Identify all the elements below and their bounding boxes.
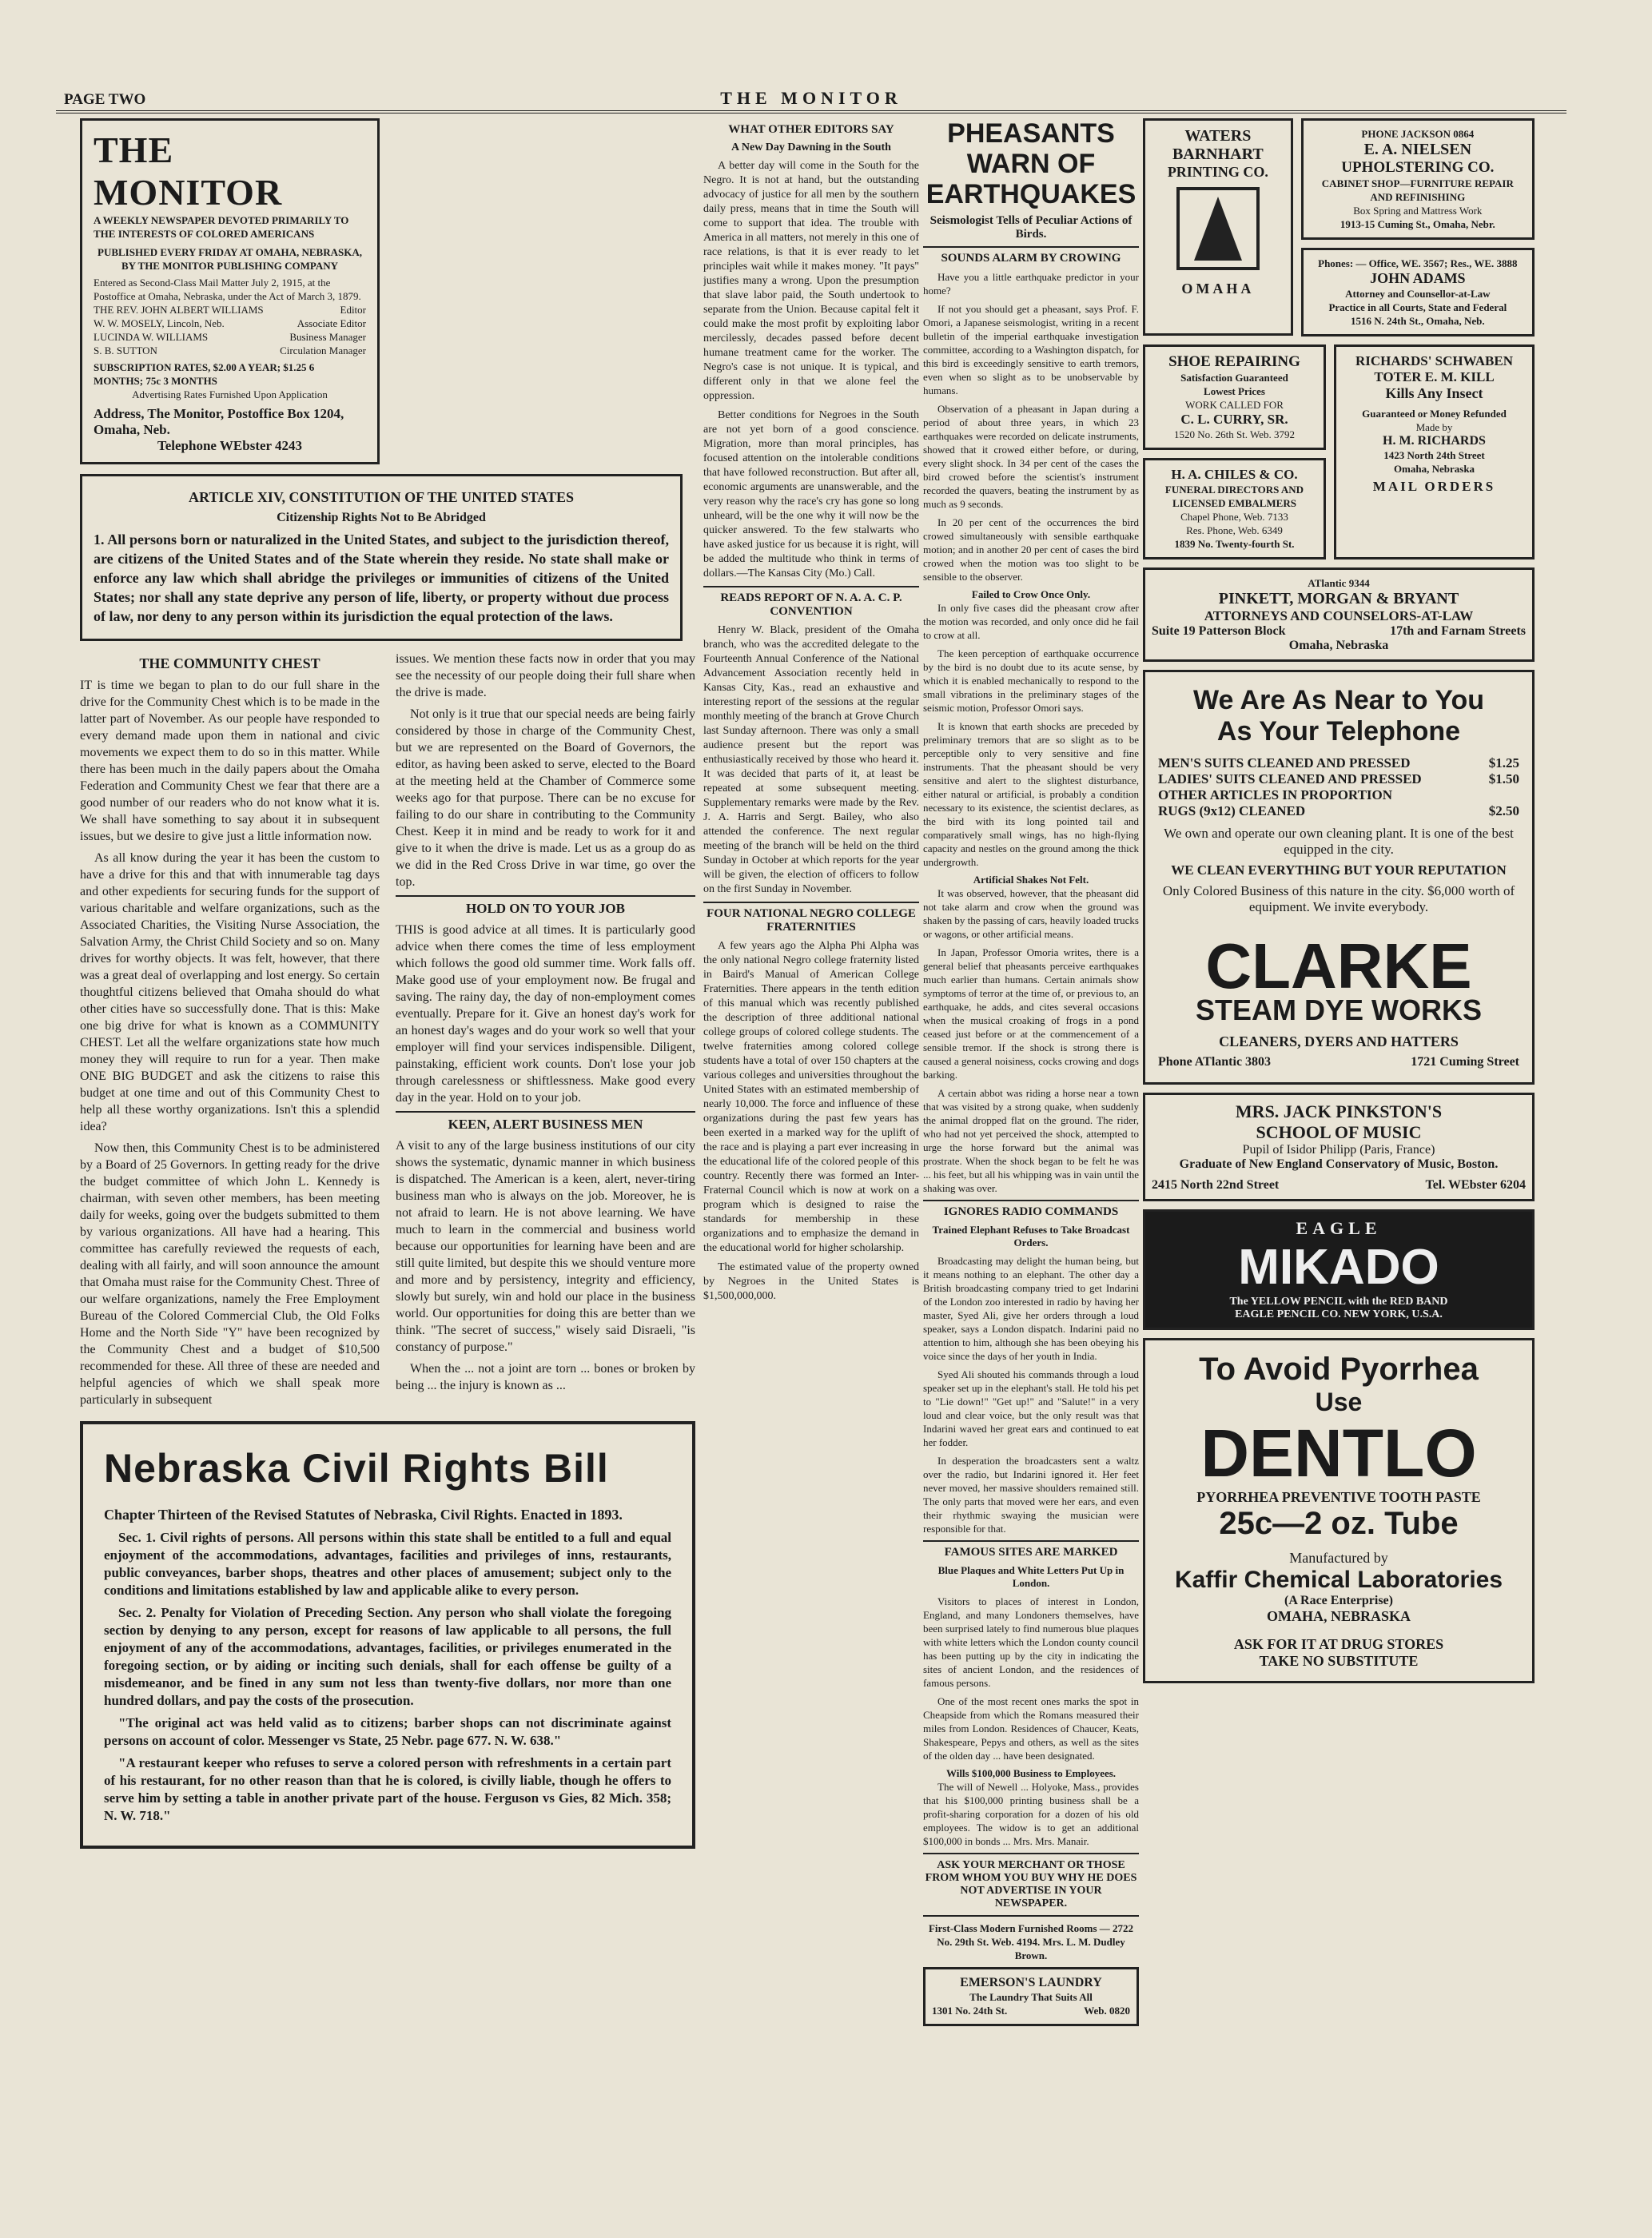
- emerson-address: 1301 No. 24th St.: [932, 2005, 1008, 2017]
- adams-address: 1516 N. 24th St., Omaha, Neb.: [1351, 315, 1485, 327]
- price-value: $1.25: [1488, 755, 1519, 771]
- emerson-name: EMERSON'S LAUNDRY: [960, 1976, 1102, 1989]
- clarke-tagline: CLEANERS, DYERS AND HATTERS: [1219, 1033, 1459, 1049]
- mikado-maker: EAGLE PENCIL CO. NEW YORK, U.S.A.: [1235, 1308, 1443, 1320]
- pinkston-name1: MRS. JACK PINKSTON'S: [1235, 1101, 1443, 1121]
- mikado-line1: The YELLOW PENCIL with the RED BAND: [1229, 1296, 1448, 1308]
- keen-alert-p1: A visit to any of the large business institutions of our city shows the systematic, dynamic manner in which business is dispatched. The American is a keen, alert, never-tiring business man who is always on the job. Moreover, he is not afraid to learn. He is not above learning. We have much to learn in the commercial and business world because our opportunities for learning have been and are still quite limited, but despite this we should venture more and more and by persistency, integrity and efficiency, slowly but surely, win and hold our place in the business world. Our opportunities for doing this are better than we think. "The secret of success," wisely said Disraeli, "is constancy of purpose.": [396, 1139, 695, 1354]
- pinkett-name: PINKETT, MORGAN & BRYANT: [1218, 590, 1459, 607]
- dentlo-city: OMAHA, NEBRASKA: [1266, 1608, 1411, 1624]
- dentlo-ad: [1143, 1338, 1535, 1683]
- staff-row-2: [94, 330, 366, 344]
- radio-p2: Syed Ali shouted his commands through a loud speaker set up in the elephant's stall. He told his pet to "Lie down!" "Get up!" and "Salute!" in a very loud and clear voice, but the only result was that Indarini waved her great ears and continued to eat her fodder.: [923, 1368, 1139, 1448]
- article-fourteen-box: [80, 474, 683, 641]
- shoe-name: C. L. CURRY, SR.: [1180, 412, 1288, 427]
- civil-rights-sec2: Sec. 2. Penalty for Violation of Preceding Section. Any person who shall violate the foregoing section by denying to any person, except for reasons of law applicable to all persons, the full enjoyment of any of the accommodations, advantages, facilities, or privileges enumerated in the foregoing section, or by aiding or inciting such denials, shall for each offense be guilty of a misdemeanor, and be fined in any sum not less than twenty-five dollars, nor more than one hundred dollars, and pay the costs of the prosecution.: [104, 1605, 671, 1708]
- adams-line1: Attorney and Counsellor-at-Law: [1345, 288, 1491, 300]
- chiles-address: 1839 No. Twenty-fourth St.: [1174, 538, 1295, 550]
- pheasants-p3: Observation of a pheasant in Japan during a period of about three years, in which 23 earthquakes were recorded on delicate instruments, showed that it crowed either before, or during, every slight shock. In 34 per cent of the cases the bird crowed before the scientist's instrument recorded the quavers, beating the instrument by as much as 9 seconds.: [923, 403, 1139, 510]
- fraternities-p2-2: The estimated value of the property owned by Negroes in the United States is $1,500,000,000.: [703, 1261, 919, 1302]
- community-chest-p2: As all know during the year it has been the custom to have a drive for this and that with innumerable tag days and other expedients for securing funds for the support of various charitable and welfare organizations, such as the Associated Charities, the Visiting Nurse Association, the Salvation Army, the Christ Child Society and so on. Many drives for worthy objects. It was felt, however, that there was a great deal of overlapping and lost energy. So certain thoughtful citizens believed that Omaha should do what other cities have so successfully done. That is this: Make one big drive for what is known as a COMMUNITY CHEST. Let all the welfare organizations state how much money they will require to run for a year. Then make ONE BIG BUDGET and ask the citizens to raise this budget at one time and out of this Community Chest to help all these worthy organizations. Isn't this a splendid idea?: [80, 851, 380, 1133]
- pinkett-right: 17th and Farnam Streets: [1390, 624, 1526, 638]
- price-value: $2.50: [1488, 803, 1519, 818]
- chiles-line1: FUNERAL DIRECTORS AND: [1164, 484, 1304, 496]
- dentlo-line1: PYORRHEA PREVENTIVE TOOTH PASTE: [1196, 1489, 1481, 1505]
- pheasants-title: PHEASANTS WARN OF EARTHQUAKES: [926, 118, 1136, 209]
- pheasants-failed-head: Failed to Crow Once Only.: [971, 588, 1091, 600]
- waters-line1: WATERS: [1184, 127, 1252, 145]
- pinkston-address: 2415 North 22nd Street: [1152, 1178, 1280, 1192]
- dentlo-made: Manufactured by: [1289, 1550, 1388, 1566]
- community-chest-p5: Not only is it true that our special needs are being fairly considered by those in charge of the Community Chest, but we are represented on the Board of Governors, the editor, as having been asked to serve, elected to the Board at the meeting held at the Chamber of Commerce some weeks ago for that purpose. There can be no excuse for failing to do our share in contributing to the Community Chest. Keep it in mind and be ready to work for it and give to it when the drive is made. Let us as a group do as we did in the Red Cross Drive in war time, go over the top.: [396, 707, 695, 889]
- masthead-address: Address, The Monitor, Postoffice Box 1204, Omaha, Neb.: [94, 406, 344, 437]
- pheasants-p1: Have you a little earthquake predictor in your home?: [923, 271, 1139, 297]
- staff-name: W. W. MOSELY, Lincoln, Neb.: [94, 317, 225, 329]
- pheasants-p10: A certain abbot was riding a horse near a town that was visited by a strong quake, when suddenly the animal dropped flat on the ground. The rider, who had not yet perceived the shock, attempted to urge the horse forward but the animal was prostrate. When the shock began to be felt he was ... his feet, but all his whipping was in vain until the shaking was over.: [923, 1087, 1139, 1194]
- pheasants-p5: In only five cases did the pheasant crow after the motion was recorded, and only once did he fail to crow at all.: [923, 602, 1139, 641]
- shoe-repair-ad: [1143, 344, 1326, 450]
- chiles-name: H. A. CHILES & CO.: [1171, 467, 1298, 482]
- naacp-body-2: Henry W. Black, president of the Omaha branch, who was the accredited delegate to the Fourteenth Annual Conference of the National Advancement Association recently held in Kansas City, Kas., read an exhaustive and interesting report of the sessions at the regular monthly meeting of the branch at Grove Church last Sunday afternoon. There was only a small audience present but the report was enthusiastically received by those who heard it. It was decided that parts of it, at least be repeated at some subsequent meeting. Supplementary remarks were made by the Rev. J. A. Harris and Sergt. Bailey, who also attended the conference. The next regular meeting of the branch will be held on the third Sunday in October at which reports for the year will be given, the election of officers to follow on the first Sunday in November.: [703, 624, 919, 895]
- price-row: [1158, 755, 1519, 771]
- radio-title: IGNORES RADIO COMMANDS: [923, 1200, 1139, 1219]
- nielsen-name: E. A. NIELSEN: [1363, 141, 1472, 158]
- waters-line2: BARNHART: [1172, 145, 1264, 163]
- pinkston-name2: SCHOOL OF MUSIC: [1256, 1122, 1422, 1142]
- clarke-contact-row: [1158, 1055, 1519, 1069]
- chiles-line3: Chapel Phone, Web. 7133: [1180, 511, 1288, 523]
- pheasants-column: [923, 118, 1139, 2236]
- richards-line1: RICHARDS' SCHWABEN: [1355, 353, 1513, 368]
- shoe-address: 1520 No. 26th St. Web. 3792: [1173, 428, 1296, 440]
- price-item: OTHER ARTICLES IN PROPORTION: [1158, 787, 1393, 802]
- dentlo-price: 25c—2 oz. Tube: [1219, 1506, 1459, 1541]
- nielsen-business: UPHOLSTERING CO.: [1341, 159, 1495, 176]
- editorial-right-column: [396, 651, 695, 1413]
- famous-sites-p3: The will of Newell ... Holyoke, Mass., provides that his $100,000 printing business shall be a profit-sharing corporation for a dozen of his old employees. The widow is to get an additional $100,000 in bonds ... Mrs. Mrs. Manair.: [923, 1781, 1139, 1847]
- pheasants-p8: It was observed, however, that the pheasant did not take alarm and crow when the ground was shaken by the passing of cars, heavily loaded trucks or wagons, or other artificial means.: [923, 887, 1139, 940]
- price-item: RUGS (9x12) CLEANED: [1158, 803, 1306, 818]
- nielsen-phone: PHONE JACKSON 0864: [1361, 128, 1475, 140]
- left-block: [80, 118, 695, 1849]
- shoe-line3: WORK CALLED FOR: [1185, 399, 1284, 411]
- pinkston-line2: Graduate of New England Conservatory of Music, Boston.: [1179, 1157, 1499, 1171]
- advertising-rates: Advertising Rates Furnished Upon Application: [132, 388, 328, 400]
- pinkett-phone: ATlantic 9344: [1308, 577, 1370, 589]
- staff-role: Editor: [340, 304, 366, 316]
- pinkston-phone: Tel. WEbster 6204: [1425, 1178, 1526, 1192]
- editors-say-p1-2: A better day will come in the South for the Negro. It is not at hand, but the outstanding advocacy of justice for all men by the southern daily press, means that in time the South will come to support that idea. The trouble with America in all matters, not merely in this one of race relations, is that it is ever ready to let principles wait while it makes money. "It pays" justifies many a wrong. Upon the presumption that slave labor paid, the South undertook to separate from the Union. Because capital felt it could make the most profit by exploiting labor mercilessly, decades passed before decent humane treatment came for the worker. The Negro's case is not unique. It is typical, and different only in that we alone feel the oppression.: [703, 160, 919, 402]
- ads-column: [1143, 118, 1535, 1691]
- shoe-title: SHOE REPAIRING: [1168, 353, 1300, 370]
- article-fourteen-subtitle: Citizenship Rights Not to Be Abridged: [277, 511, 486, 524]
- ads-top-right: [1301, 118, 1535, 344]
- famous-sites-p1: Visitors to places of interest in London, England, and many Londoners themselves, have been surprised lately to find numerous blue plaques with white letters which the London county council has been putting up by the city in indicating the sites of ancient London, and the residences of famous persons.: [923, 1595, 1139, 1689]
- waters-city: OMAHA: [1181, 281, 1255, 297]
- pinkett-ad: [1143, 567, 1535, 662]
- shoe-line1: Satisfaction Guaranteed: [1180, 372, 1288, 384]
- staff-role: Circulation Manager: [280, 344, 366, 356]
- nielsen-ad: [1301, 118, 1535, 240]
- masthead-published: PUBLISHED EVERY FRIDAY AT OMAHA, NEBRASKA, BY THE MONITOR PUBLISHING COMPANY: [98, 246, 362, 272]
- richards-name: H. M. RICHARDS: [1383, 434, 1486, 448]
- dentlo-footer1: ASK FOR IT AT DRUG STORES: [1233, 1636, 1444, 1652]
- pheasants-subhead: SOUNDS ALARM BY CROWING: [923, 246, 1139, 265]
- civil-rights-intro: Chapter Thirteen of the Revised Statutes of Nebraska, Civil Rights. Enacted in 1893.: [104, 1507, 623, 1523]
- community-chest-p4: issues. We mention these facts now in order that you may see the necessity of our people doing their full share when the drive is made.: [396, 652, 695, 699]
- editors-say-title-2: WHAT OTHER EDITORS SAY: [728, 123, 894, 136]
- waters-barnhart-ad: [1143, 118, 1293, 336]
- famous-sites-subtitle: Blue Plaques and White Letters Put Up in London.: [937, 1564, 1125, 1589]
- price-row: [1158, 803, 1519, 819]
- staff-name: S. B. SUTTON: [94, 344, 157, 356]
- price-item: MEN'S SUITS CLEANED AND PRESSED: [1158, 755, 1411, 771]
- pheasants-p6: The keen perception of earthquake occurrence by the bird is no doubt due to its acute sense, by which it is enabled mechanically to respond to the small vibrations in the preliminary stages of the seismic motion, Professor Omori says.: [923, 647, 1139, 714]
- article-fourteen-title: ARTICLE XIV, CONSTITUTION OF THE UNITED STATES: [188, 489, 574, 505]
- pheasants-p9: In Japan, Professor Omoria writes, there is a general belief that pheasants perceive earthquakes much earlier than humans. Certain animals show symptoms of terror at the time of, or previous to, an earthquake, he adds, and cites several occasions when the musical croaking of frogs in a pond ceased just before or at the commencement of a sensible tremor. If the shock is strong there is caused a general noisiness, cocks crowing and dogs barking.: [923, 946, 1139, 1081]
- adams-phones: Phones: — Office, WE. 3567; Res., WE. 3888: [1318, 257, 1518, 269]
- chiles-ad: [1143, 458, 1326, 560]
- ads-second-row: [1143, 344, 1535, 567]
- chiles-line4: Res. Phone, Web. 6349: [1186, 524, 1283, 536]
- printing-press-icon: [1170, 181, 1266, 277]
- hold-job-body: THIS is good advice at all times. It is particularly good advice when there comes the time of less employment which follows the good old summer time. Work falls off. Make good use of your employment now. Be frugal and saving. The rainy day, the day of non-employment comes eventually. Prepare for it. Give an honest day's work for an honest day's wages and do your work so well that your employer will find your services indispensible. Diligent, painstaking, efficient work counts. Don't lose your job through carelessness or shiftlessness. Make good every day in the year. Hold on to your job.: [396, 923, 695, 1105]
- community-chest-title: THE COMMUNITY CHEST: [139, 655, 320, 671]
- mikado-name: MIKADO: [1238, 1240, 1439, 1295]
- pheasants-subtitle: Seismologist Tells of Peculiar Actions of Birds.: [929, 214, 1133, 241]
- left-two-columns: [80, 118, 695, 474]
- community-chest-column: [80, 651, 380, 1413]
- keen-alert-p2: When the ... not a joint are torn ... bones or broken by being ... the injury is known as ...: [396, 1362, 695, 1392]
- staff-role: Associate Editor: [297, 317, 366, 329]
- pinkett-address-row: [1152, 624, 1526, 639]
- clarke-heading1: We Are As Near to You: [1192, 685, 1485, 715]
- pinkett-line1: ATTORNEYS AND COUNSELORS-AT-LAW: [1204, 608, 1474, 623]
- paper-name: THE MONITOR: [720, 88, 902, 108]
- masthead-telephone: Telephone WEbster 4243: [157, 438, 303, 453]
- clarke-address: 1721 Cuming Street: [1411, 1055, 1519, 1069]
- masthead: [80, 118, 380, 464]
- richards-ad: [1334, 344, 1535, 560]
- adams-ad: [1301, 248, 1535, 336]
- pinkston-contact-row: [1152, 1178, 1526, 1193]
- pheasants-p2: If not you should get a pheasant, says Prof. F. Omori, a Japanese seismologist, writing in a recent bulletin of the imperial earthquake investigation committee, according to a Washington dispatch, for this bird is exceedingly sensitive to earth tremors, even when so slight as to be unobservable by humans.: [923, 303, 1139, 396]
- staff-role: Business Manager: [289, 331, 366, 343]
- dentlo-head2: Use: [1315, 1388, 1363, 1416]
- price-row: [1158, 771, 1519, 787]
- nielsen-line1: CABINET SHOP—FURNITURE REPAIR AND REFINISHING: [1321, 177, 1514, 203]
- community-chest-p3: Now then, this Community Chest is to be administered by a Board of 25 Governors. In getting ready for the drive the budget committee of which John L. Kennedy is chairman, with seven other members, has been meeting daily for weeks, going over the budgets submitted to them by various organizations. All have had a hearing. This committee has carefully reviewed the requests of each, dealing with all fairly, and will soon announce the amount that Omaha must raise for the Community Chest. Three of our welfare organizations, namely the Free Employment Bureau of the Colored Commercial Club, the Old Folks Home and the North Side "Y" have been recognized by the Community Chest and a budget of $10,500 recommended for these. All three of these are needed and helpful agencies of which we shall speak more particularly in subsequent: [80, 1141, 380, 1407]
- staff-row-3: [94, 344, 366, 357]
- adams-name: JOHN ADAMS: [1370, 270, 1466, 286]
- pinkston-ad: [1143, 1093, 1535, 1201]
- masthead-tagline: A WEEKLY NEWSPAPER DEVOTED PRIMARILY TO THE INTERESTS OF COLORED AMERICANS: [94, 214, 349, 240]
- clarke-name: CLARKE: [1205, 930, 1472, 1002]
- famous-sites-p2: One of the most recent ones marks the spot in Cheapside from which the Romans measured their miles from London. Residences of Chaucer, Keats, Shakespeare, Pepys and others, as well as the sites of the olden day ... have been designated.: [923, 1695, 1139, 1762]
- left-column-b: [396, 118, 695, 474]
- richards-city: Omaha, Nebraska: [1393, 463, 1475, 475]
- civil-rights-sec1: Sec. 1. Civil rights of persons. All persons within this state shall be entitled to a full and equal enjoyment of the accommodations, advantages, facilities and privileges of inns, restaurants, public conveyances, barber shops, theatres and other places of amusement; subject only to the conditions and limitations established by law and applicable alike to every person.: [104, 1530, 671, 1598]
- keen-alert-title: KEEN, ALERT BUSINESS MEN: [396, 1111, 695, 1133]
- editors-say-subtitle-2: A New Day Dawning in the South: [731, 141, 891, 153]
- pinkett-city: Omaha, Nebraska: [1288, 639, 1389, 652]
- staff-name: THE REV. JOHN ALBERT WILLIAMS: [94, 304, 264, 316]
- dentlo-head1: To Avoid Pyorrhea: [1199, 1352, 1479, 1387]
- pheasants-p4: In 20 per cent of the occurrences the bird crowed simultaneously with sensible earthquake motion; and in another 20 per cent of cases the bird crowed when the motion was too slight to be sensible to the observer.: [923, 516, 1139, 583]
- emerson-phone: Web. 0820: [1084, 2005, 1130, 2017]
- nielsen-address: 1913-15 Cuming St., Omaha, Nebr.: [1340, 218, 1495, 230]
- civil-rights-quote1: "The original act was held valid as to citizens; barber shops can not discriminate against persons on account of color. Messenger vs State, 25 Nebr. page 677. N. W. 638.": [104, 1715, 671, 1748]
- clarke-heading2: As Your Telephone: [1216, 716, 1461, 747]
- pinkett-left: Suite 19 Patterson Block: [1152, 624, 1286, 638]
- emerson-ad: [923, 1967, 1139, 2026]
- clarke-business: STEAM DYE WORKS: [1195, 994, 1482, 1026]
- staff-name: LUCINDA W. WILLIAMS: [94, 331, 209, 343]
- subscription-rates: SUBSCRIPTION RATES, $2.00 A YEAR; $1.25 6 MONTHS; 75c 3 MONTHS: [94, 361, 315, 387]
- ads-second-left: [1143, 344, 1326, 567]
- waters-line3: PRINTING CO.: [1167, 164, 1268, 180]
- fraternities-p1-2: A few years ago the Alpha Phi Alpha was the only national Negro college fraternity listed in Baird's Manual of American College Fraternities. There appears in the tenth edition of this manual which was recently published the description of three additional national college groups of colored college students. The twelve fraternities among colored college students have a total of over 150 chapters at the various colleges and universities throughout the United States with an estimated membership of nearly 10,000. The force and influence of these organizations during the past few years has been exerted in a marked way for the uplift of the race and is playing a part ever increasing in the educational life of the colored people of this country. Recently there was formed an Inter-Fraternal Council which is now at work on a program which is designed to raise the standards for membership in these organizations and to emphasize the demand in the educational world for higher scholarship.: [703, 940, 919, 1254]
- adams-line2: Practice in all Courts, State and Federal: [1328, 301, 1507, 313]
- pheasants-p7: It is known that earth shocks are preceded by preliminary tremors that are so slight as to be perceptible only to very sensitive and fine instruments. That the pheasant should be very sensitive and alert to the slightest disturbance, either natural or artificial, is probably a condition necessary to its existence, the scientist declares, as the bird with its long pointed tail and comparatively small wings, has no high-flying capacity and nestles on the ground among the thick undergrowth.: [923, 720, 1139, 868]
- fraternities-title-2: FOUR NATIONAL NEGRO COLLEGE FRATERNITIES: [703, 902, 919, 934]
- page-header: [56, 86, 1566, 113]
- richards-line4: Guaranteed or Money Refunded: [1362, 408, 1507, 420]
- hold-job-title: HOLD ON TO YOUR JOB: [396, 895, 695, 917]
- famous-sites-wills-head: Wills $100,000 Business to Employees.: [945, 1767, 1117, 1779]
- price-value: $1.50: [1488, 771, 1519, 786]
- richards-footer: MAIL ORDERS: [1372, 479, 1496, 494]
- civil-rights-title: Nebraska Civil Rights Bill: [104, 1446, 609, 1491]
- civil-rights-quote2: "A restaurant keeper who refuses to serve a colored person with refreshments in a certain part of his restaurant, for no other reason than that he is colored, is civilly liable, though he offers to serve him by setting a table in another private part of the house. Ferguson vs Gies, 82 Mich. 358; N. W. 718.": [104, 1755, 671, 1823]
- dentlo-footer2: TAKE NO SUBSTITUTE: [1259, 1653, 1419, 1669]
- mikado-top: EAGLE: [1296, 1218, 1382, 1238]
- left-column-a: [80, 118, 380, 474]
- shoe-line2: Lowest Prices: [1204, 385, 1265, 397]
- chiles-line2: LICENSED EMBALMERS: [1172, 497, 1296, 509]
- masthead-title: THE MONITOR: [94, 129, 283, 213]
- clarke-line2: WE CLEAN EVERYTHING BUT YOUR REPUTATION: [1171, 862, 1507, 878]
- pheasants-artificial-head: Artificial Shakes Not Felt.: [973, 874, 1089, 886]
- divider-rule: [923, 1915, 1139, 1917]
- dentlo-name: DENTLO: [1200, 1416, 1477, 1491]
- clarke-line1: We own and operate our own cleaning plant. It is one of the best equipped in the city.: [1164, 826, 1514, 857]
- staff-row-1: [94, 317, 366, 330]
- richards-line5: Made by: [1415, 421, 1453, 433]
- clarke-phone: Phone ATlantic 3803: [1158, 1055, 1272, 1069]
- article-fourteen-body: 1. All persons born or naturalized in the United States, and subject to the jurisdiction thereof, are citizens of the United States and of the State wherein they reside. No state shall make or enforce any law which shall abridge the privileges or immunities of citizens of the United States; nor shall any state deprive any person of life, liberty, or property without due process of law, nor deny to any person within its jurisdiction the equal protection of the laws.: [94, 532, 669, 624]
- civil-rights-box: [80, 1421, 695, 1849]
- rooms-ad: First-Class Modern Furnished Rooms — 2722 No. 29th St. Web. 4194. Mrs. L. M. Dudley Brown.: [928, 1922, 1134, 1961]
- radio-p3: In desperation the broadcasters sent a waltz over the radio, but Indarini ignored it. Her feet never moved, her massive shoulders remained still. The only parts that moved were her ears, and even their rhythmic swaying the musician were responsible for that.: [923, 1455, 1139, 1535]
- clarke-ad: [1143, 670, 1535, 1085]
- staff-row-0: [94, 303, 366, 317]
- price-row: [1158, 787, 1519, 803]
- page-label: PAGE TWO: [64, 91, 146, 108]
- radio-p1: Broadcasting may delight the human being, but it means nothing to an elephant. The other day a British broadcasting company tried to get Indarini of the London zoo interested in radio by having her master, Syed Ali, give her orders through a loud speaker, says a London dispatch. Indarini paid no attention to him, although she has been obeying his voice since the days of her youth in India.: [923, 1255, 1139, 1362]
- divider-rule: [923, 1853, 1139, 1854]
- editorial-columns: [80, 651, 695, 1413]
- dentlo-maker: Kaffir Chemical Laboratories: [1174, 1567, 1503, 1593]
- clarke-line3: Only Colored Business of this nature in the city. $6,000 worth of equipment. We invite everybody.: [1162, 883, 1515, 914]
- richards-line3: Kills Any Insect: [1385, 385, 1483, 401]
- column-two-panel: [703, 118, 919, 2236]
- emerson-contact-row: [932, 2004, 1130, 2017]
- richards-line2: TOTER E. M. KILL: [1374, 369, 1495, 384]
- masthead-entered: Entered as Second-Class Mail Matter July 2, 1915, at the Postoffice at Omaha, Nebraska, under the Act of March 3, 1879.: [94, 277, 361, 302]
- ads-top-row: [1143, 118, 1535, 344]
- mikado-ad: [1143, 1209, 1535, 1330]
- famous-sites-title: FAMOUS SITES ARE MARKED: [923, 1540, 1139, 1559]
- editors-say-p2-2: Better conditions for Negroes in the South are not yet born of a good conscience. Migration, more than moral principles, has focused attention on the intolerable conditions that have followed reconstruction. But after all, economic arguments are unanswerable, and the very reason why the race's cry has gone so long unheard, will be the one why it will now be the quicker answered. To the few stalwarts who have asked justice for us because it is right, will be added the multitude who think in terms of dollars.—The Kansas City (Mo.) Call.: [703, 409, 919, 579]
- pinkston-line1: Pupil of Isidor Philipp (Paris, France): [1242, 1143, 1435, 1157]
- naacp-title-2: READS REPORT OF N. A. A. C. P. CONVENTION: [703, 586, 919, 619]
- richards-address: 1423 North 24th Street: [1383, 449, 1485, 461]
- price-item: LADIES' SUITS CLEANED AND PRESSED: [1158, 771, 1422, 786]
- ask-merchant-ad: ASK YOUR MERCHANT OR THOSE FROM WHOM YOU BUY WHY HE DOES NOT ADVERTISE IN YOUR NEWSPAPER.: [925, 1859, 1137, 1909]
- dentlo-maker-note: (A Race Enterprise): [1284, 1594, 1393, 1607]
- emerson-line1: The Laundry That Suits All: [969, 1991, 1093, 2003]
- community-chest-p1: IT is time we began to plan to do our full share in the drive for the Community Chest which is to be made in the latter part of November. As our people have responded to every demand made upon them in national and civic movements we expect them to do so in this matter. While there has been much in the daily papers about the Omaha Federation and Community Chest we fear that there are a good number of our readers who do not know what it is. We shall have something to say about it in subsequent issues, but we desire to give just a little information now.: [80, 679, 380, 843]
- nielsen-line2: Box Spring and Mattress Work: [1353, 205, 1483, 217]
- radio-subtitle: Trained Elephant Refuses to Take Broadcast Orders.: [932, 1224, 1130, 1248]
